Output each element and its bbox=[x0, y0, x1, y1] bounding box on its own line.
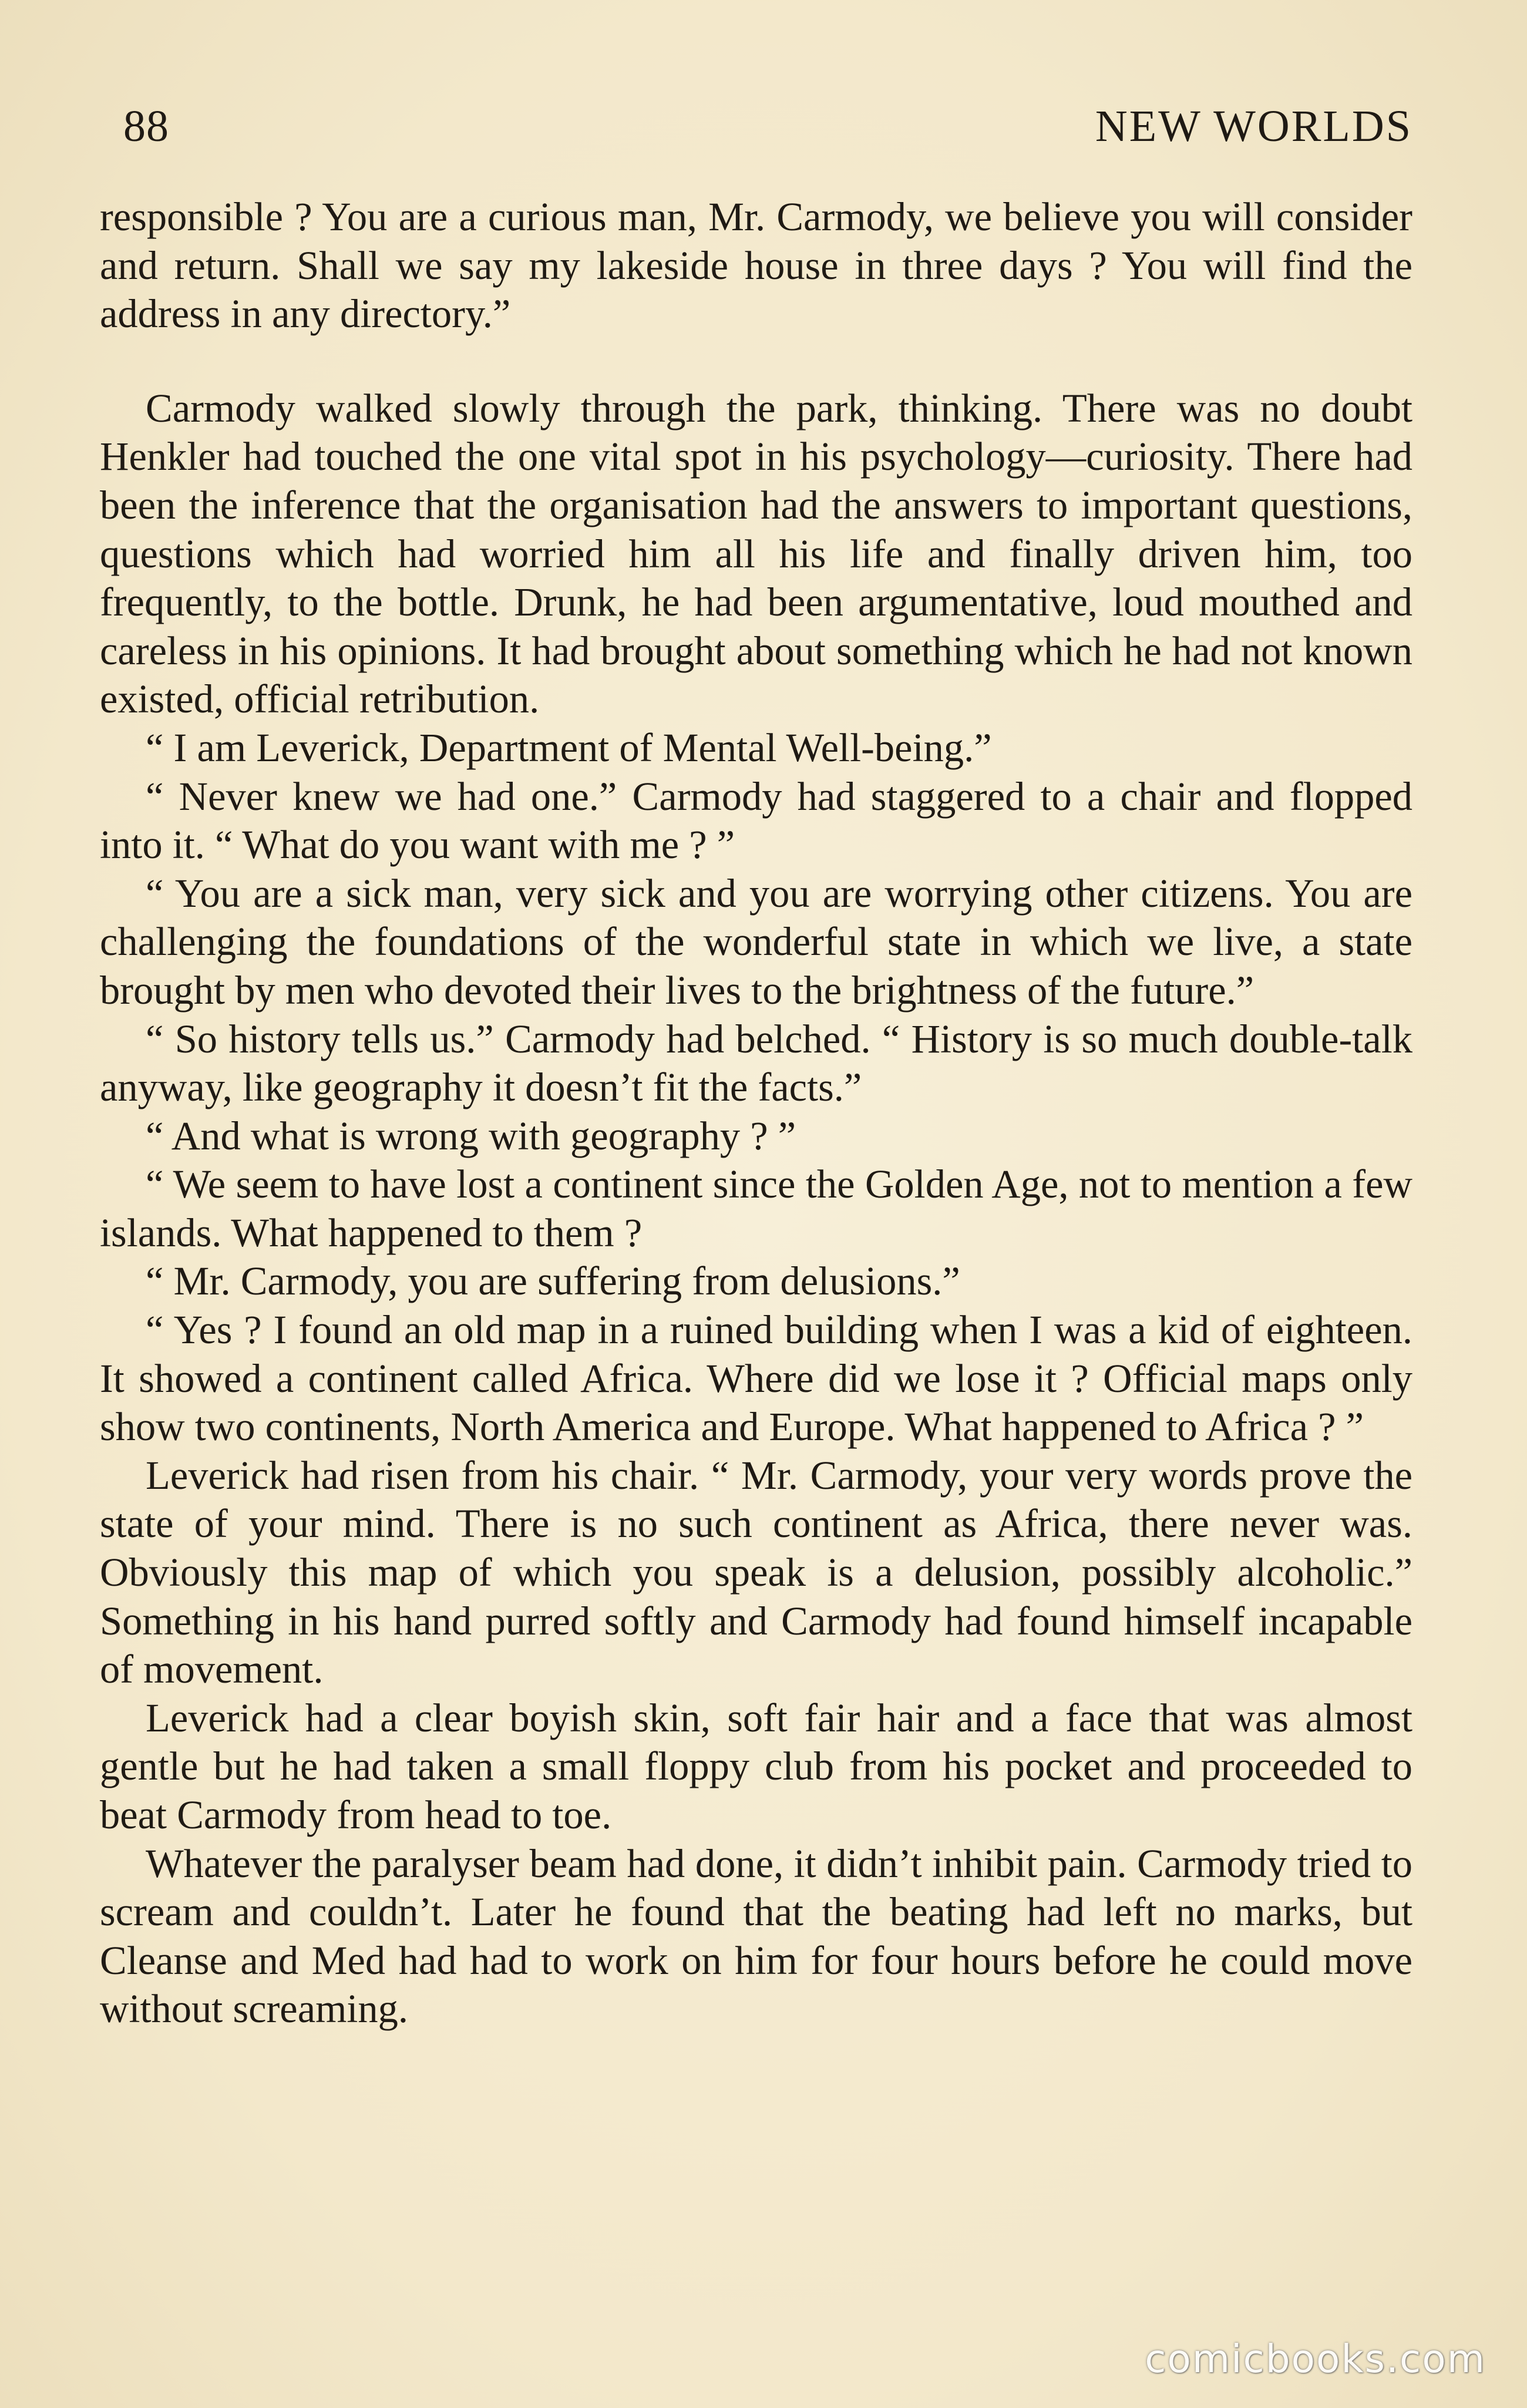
paragraph-4: “ Never knew we had one.” Carmody had staggered to a chair and flopped into it. “ What do you want with me ? ” bbox=[100, 773, 1412, 867]
paragraph-12: Leverick had a clear boyish skin, soft fair hair and a face that was almost gentle but he had taken a small floppy club from his pocket and proceeded to beat Carmody from head to toe. bbox=[100, 1695, 1412, 1837]
body-text bbox=[100, 193, 1412, 2033]
paragraph-7: “ And what is wrong with geography ? ” bbox=[146, 1113, 796, 1158]
paragraph-5: “ You are a sick man, very sick and you are worrying other citizens. You are challenging the foundations of the wonderful state in which we live, a state brought by men who devoted their lives to the brightness of the future.” bbox=[100, 870, 1412, 1013]
paragraph-10: “ Yes ? I found an old map in a ruined building when I was a kid of eighteen. It showed a continent called Africa. Where did we lose it ? Official maps only show two continents, North America and Europe. What happened to Africa ? ” bbox=[100, 1307, 1412, 1449]
paragraph-9: “ Mr. Carmody, you are suffering from delusions.” bbox=[146, 1259, 960, 1304]
paragraph-6: “ So history tells us.” Carmody had belched. “ History is so much double-talk anyway, like geography it doesn’t fit the facts.” bbox=[100, 1016, 1412, 1110]
paragraph-11: Leverick had risen from his chair. “ Mr. Carmody, your very words prove the state of your mind. There is no such continent as Africa, there never was. Obviously this map of which you speak is a delusion, possibly alcoholic.” Something in his hand purred softly and Carmody had found himself incapable of movement. bbox=[100, 1452, 1412, 1692]
paragraph-1: responsible ? You are a curious man, Mr. Carmody, we believe you will consider and return. Shall we say my lakeside house in three days ? You will find the address in any directory.” bbox=[100, 194, 1412, 337]
paragraph-13: Whatever the paralyser beam had done, it didn’t inhibit pain. Carmody tried to scream and couldn’t. Later he found that the beating had left no marks, but Cleanse and Med had had to work on him for four hours before he could move without screaming. bbox=[100, 1841, 1412, 2032]
paragraph-2: Carmody walked slowly through the park, thinking. There was no doubt Henkler had touched the one vital spot in his psychology—curiosity. There had been the inference that the organisation had the answers to important questions, questions which had worried him all his life and finally driven him, too frequently, to the bottle. Drunk, he had been argumentative, loud mouthed and careless in his opinions. It had brought about something which he had not known existed, official retribution. bbox=[100, 385, 1412, 722]
page-header bbox=[123, 101, 1412, 171]
page-number: 88 bbox=[123, 102, 169, 151]
watermark: comicbooks.com bbox=[1145, 2336, 1486, 2382]
paragraph-8: “ We seem to have lost a continent since the Golden Age, not to mention a few islands. What happened to them ? bbox=[100, 1162, 1412, 1255]
running-head: NEW WORLDS bbox=[1095, 102, 1412, 151]
paragraph-3: “ I am Leverick, Department of Mental Well-being.” bbox=[146, 725, 992, 770]
book-page bbox=[100, 88, 1412, 2320]
